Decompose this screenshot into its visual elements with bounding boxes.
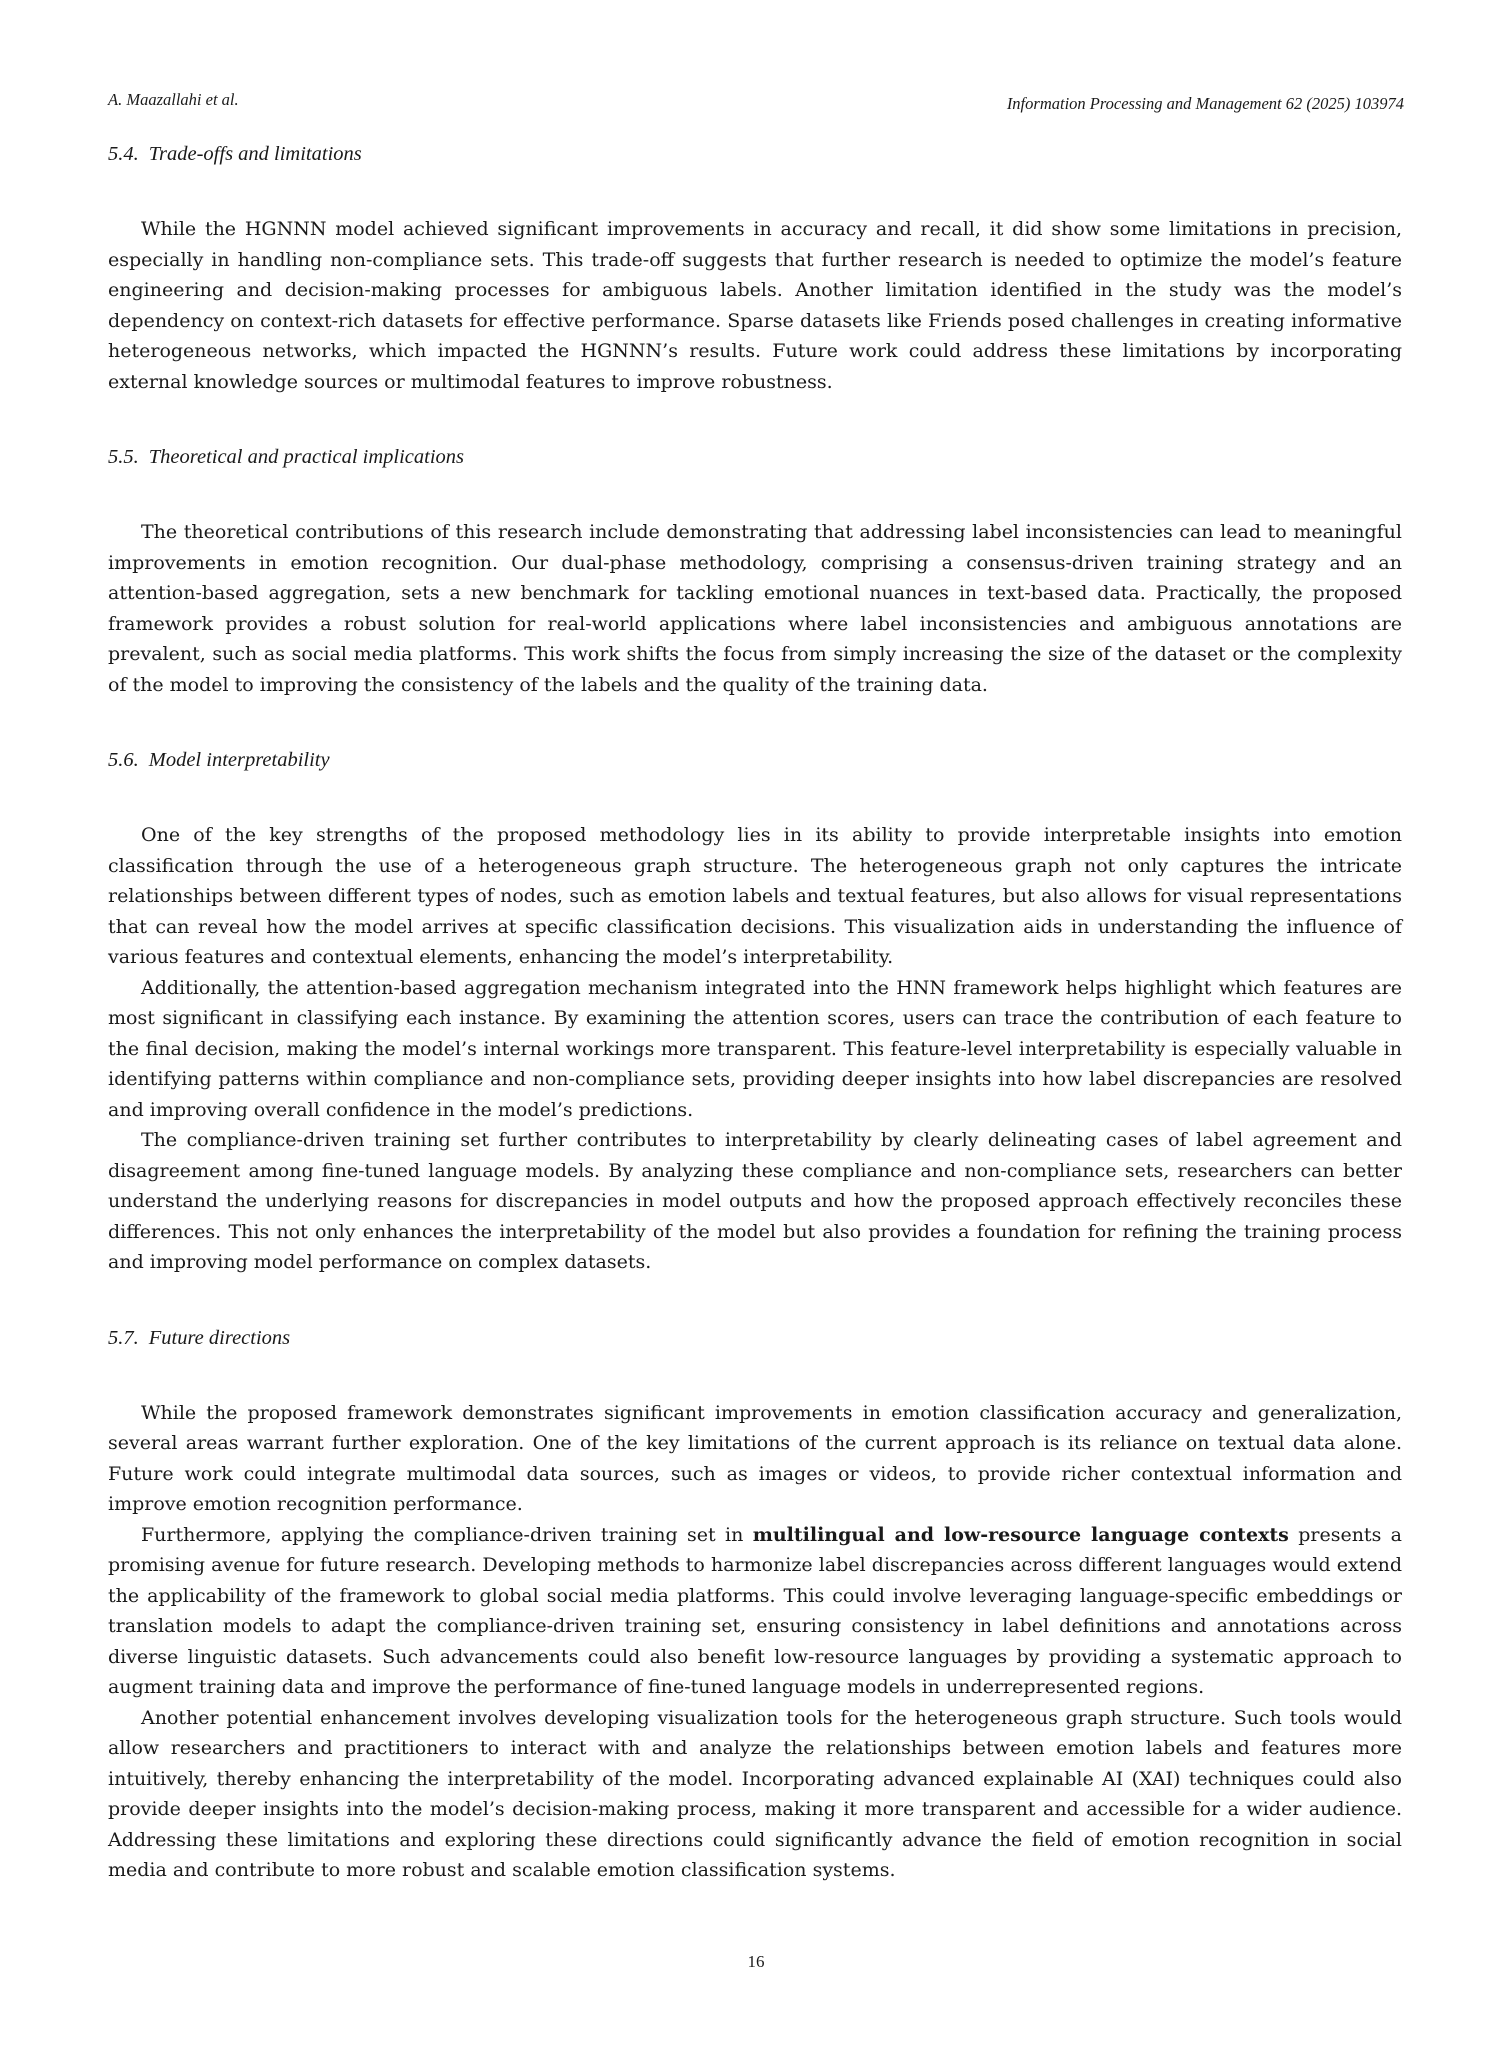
paragraph (108, 1520, 1402, 1703)
paragraph-text: presents a promising avenue for future research. Developing methods to harmonize label discrepancies across different languages would extend the applicability of the framework to global social media platforms. This could involve leveraging language-specific embeddings or translation models to adapt the compliance-driven training set, ensuring consistency in label definitions and annotations across diverse linguistic datasets. Such advancements could also benefit low-resource languages by providing a systematic approach to augment training data and improve the performance of fine-tuned language models in underrepresented regions. (108, 1523, 1403, 1698)
section-number: 5.5. (108, 446, 139, 468)
paragraph: The compliance-driven training set further contributes to interpretability by clearly delineating cases of label agreement and disagreement among fine-tuned language models. By analyzing these compliance and non-compliance sets, researchers can better understand the underlying reasons for discrepancies in model outputs and how the proposed approach effectively reconciles these differences. This not only enhances the interpretability of the model but also provides a foundation for refining the training process and improving model performance on complex datasets. (108, 1129, 1402, 1273)
header-author: A. Maazallahi et al. (108, 90, 239, 109)
paragraph: Another potential enhancement involves developing visualization tools for the heterogeneous graph structure. Such tools would allow researchers and practitioners to interact with and analyze the relationships between emotion labels and features more intuitively, thereby enhancing the interpretability of the model. Incorporating advanced explainable AI (XAI) techniques could also provide deeper insights into the model’s decision-making process, making it more transparent and accessible for a wider audience. Addressing these limitations and exploring these directions could significantly advance the field of emotion recognition in social media and contribute to more robust and scalable emotion classification systems. (108, 1706, 1402, 1881)
section-heading-5-5 (108, 443, 1402, 471)
section-title: Model interpretability (148, 749, 330, 771)
section-title: Future directions (148, 1326, 291, 1349)
paragraph: While the HGNNN model achieved significant improvements in accuracy and recall, it did show some limitations in precision, especially in handling non-compliance sets. This trade-off suggests that further research is needed to optimize the model’s feature engineering and decision-making processes for ambiguous labels. Another limitation identified in the study was the model’s dependency on context-rich datasets for effective performance. Sparse datasets like Friends posed challenges in creating informative heterogeneous networks, which impacted the HGNNN’s results. Future work could address these limitations by incorporating external knowledge sources or multimodal features to improve robustness. (108, 218, 1402, 393)
section-number: 5.6. (108, 749, 139, 771)
section-title: Trade-offs and limitations (148, 143, 362, 165)
section-number: 5.7. (108, 1326, 139, 1349)
page-number: 16 (747, 1952, 765, 1971)
section-heading-5-7 (108, 1324, 1402, 1352)
paragraph: While the proposed framework demonstrates significant improvements in emotion classification accuracy and generalization, several areas warrant further exploration. One of the key limitations of the current approach is its reliance on textual data alone. Future work could integrate multimodal data sources, such as images or videos, to provide richer contextual information and improve emotion recognition performance. (108, 1401, 1402, 1515)
section-number: 5.4. (108, 143, 139, 165)
section-heading-5-6 (108, 746, 1402, 774)
section-title: Theoretical and practical implications (148, 446, 464, 468)
paragraph-text: Furthermore, applying the compliance-driven training set in (141, 1523, 753, 1546)
paragraph: The theoretical contributions of this research include demonstrating that addressing label inconsistencies can lead to meaningful improvements in emotion recognition. Our dual-phase methodology, comprising a consensus-driven training strategy and an attention-based aggregation, sets a new benchmark for tackling emotional nuances in text-based data. Practically, the proposed framework provides a robust solution for real-world applications where label inconsistencies and ambiguous annotations are prevalent, such as social media platforms. This work shifts the focus from simply increasing the size of the dataset or the complexity of the model to improving the consistency of the labels and the quality of the training data. (108, 521, 1402, 696)
article-body (108, 140, 1402, 1886)
emphasized-phrase: multilingual and low-resource language contexts (752, 1523, 1289, 1546)
section-heading-5-4 (108, 140, 1402, 168)
paragraph: One of the key strengths of the proposed methodology lies in its ability to provide interpretable insights into emotion classification through the use of a heterogeneous graph structure. The heterogeneous graph not only captures the intricate relationships between different types of nodes, such as emotion labels and textual features, but also allows for visual representations that can reveal how the model arrives at specific classification decisions. This visualization aids in understanding the influence of various features and contextual elements, enhancing the model’s interpretability. (108, 824, 1402, 968)
paragraph: Additionally, the attention-based aggregation mechanism integrated into the HNN framework helps highlight which features are most significant in classifying each instance. By examining the attention scores, users can trace the contribution of each feature to the final decision, making the model’s internal workings more transparent. This feature-level interpretability is especially valuable in identifying patterns within compliance and non-compliance sets, providing deeper insights into how label discrepancies are resolved and improving overall confidence in the model’s predictions. (108, 976, 1402, 1121)
header-journal: Information Processing and Management 62 (2025) 103974 (1006, 94, 1404, 113)
